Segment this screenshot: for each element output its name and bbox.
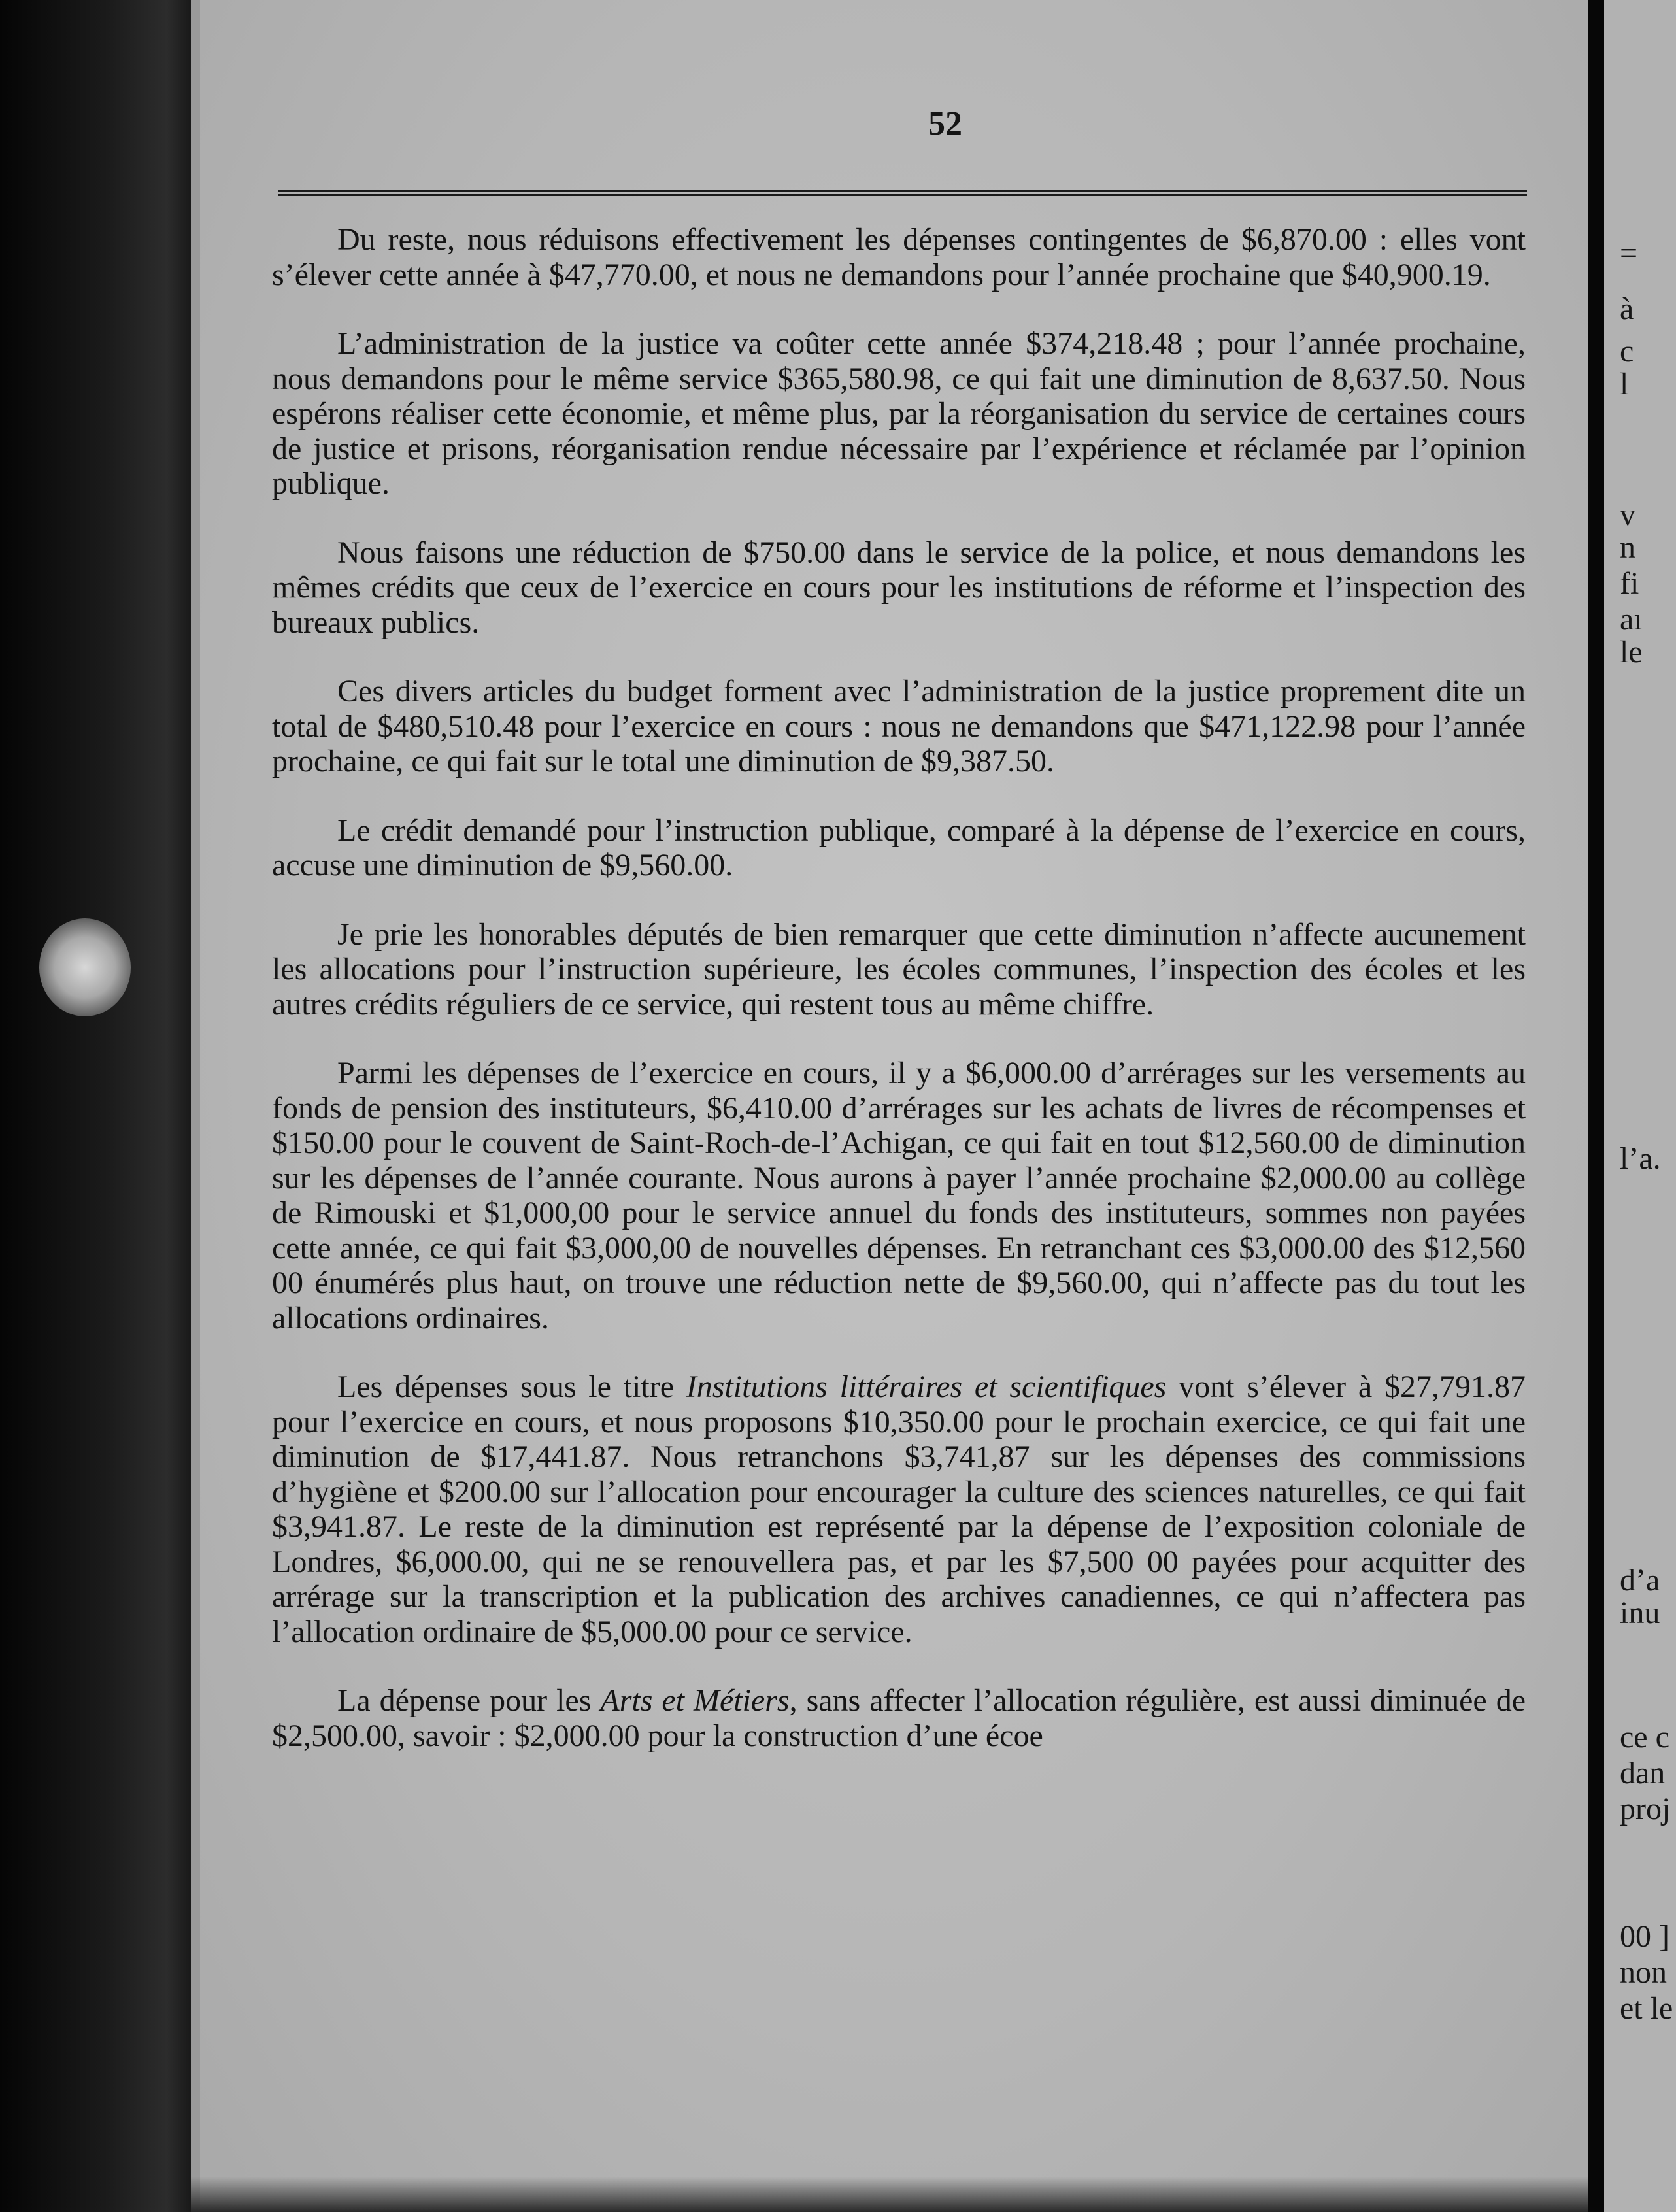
paragraph: Le crédit demandé pour l’instruction publique, comparé à la dépense de l’exercice en cours, accuse une diminution de $9,560.00.	[272, 813, 1526, 882]
document-page	[191, 0, 1588, 2212]
adjacent-page-edge	[1604, 0, 1676, 2212]
paragraph: Je prie les honorables députés de bien remarquer que cette diminution n’affecte aucunement les allocations pour l’instruction supérieure, les écoles communes, l’inspection des écoles et les autres crédits réguliers de ce service, qui restent tous au même chiffre.	[272, 916, 1526, 1022]
book-binding	[0, 0, 196, 2212]
text-run: vont s’élever à $27,791.87 pour l’exercice en cours, et nous proposons $10,350.00 pour le prochain exercice, ce qui fait une diminution de $17,441.87. Nous retranchons $3,741,87 sur les dépenses des commissions d’hygiène et $200.00 sur l’allocation pour encourager la culture des sciences naturelles, ce qui fait $3,941.87. Le reste de la diminution est représenté par la dépense de l’exposition coloniale de Londres, $6,000.00, qui ne se renouvellera pas, et par les $7,500 00 payées pour acquitter des arrérage sur la transcription et la publication des archives canadiennes, ce qui n’affectera pas l’allocation ordinaire de $5,000.00 pour ce service.	[272, 1369, 1526, 1649]
paragraph: Du reste, nous réduisons effectivement les dépenses contingentes de $6,870.00 : elles vont s’élever cette année à $47,770.00, et nous ne demandons pour l’année prochaine que $40,900.19.	[272, 222, 1526, 292]
paragraph: Nous faisons une réduction de $750.00 dans le service de la police, et nous demandons les mêmes crédits que ceux de l’exercice en cours pour les institutions de réforme et l’inspection des bureaux publics.	[272, 535, 1526, 640]
header-rule	[278, 190, 1527, 196]
paper-damage-spot	[39, 918, 131, 1016]
paragraph: L’administration de la justice va coûter cette année $374,218.48 ; pour l’année prochaine, nous demandons pour le même service $365,580.98, ce qui fait une diminution de 8,637.50. Nous espérons réaliser cette économie, et même plus, par la réorganisation du service de certaines cours de justice et prisons, réorganisation rendue nécessaire par l’expérience et réclamée par l’opinion publique.	[272, 326, 1526, 501]
adjacent-text-fragment: fi	[1620, 566, 1639, 601]
adjacent-text-fragment: le	[1620, 635, 1643, 669]
adjacent-text-fragment: 00 ]	[1620, 1919, 1669, 1954]
adjacent-text-fragment: aı	[1620, 602, 1643, 637]
text-run: La dépense pour les	[337, 1683, 601, 1718]
adjacent-text-fragment: dan	[1620, 1756, 1666, 1790]
adjacent-text-fragment: l’a.	[1620, 1141, 1661, 1176]
page-bottom-shadow	[191, 2177, 1588, 2212]
paragraph: Parmi les dépenses de l’exercice en cours, il y a $6,000.00 d’arrérages sur les versements au fonds de pension des instituteurs, $6,410.00 d’arrérages sur les achats de livres de récompenses et $150.00 pour le couvent de Saint-Roch-de-l’Achigan, ce qui fait en tout $12,560.00 de diminution sur les dépenses de l’année courante. Nous aurons à payer l’année prochaine $2,000.00 au collège de Rimouski et $1,000,00 pour le service annuel du fonds des instituteurs, sommes non payées cette année, ce qui fait $3,000,00 de nouvelles dépenses. En retranchant ces $3,000.00 des $12,560 00 énumérés plus haut, on trouve une réduction nette de $9,560.00, qui n’affecte pas du tout les allocations ordinaires.	[272, 1056, 1526, 1335]
paragraph: Ces divers articles du budget forment avec l’administration de la justice proprement dite un total de $480,510.48 pour l’exercice en cours : nous ne demandons que $471,122.98 pour l’année prochaine, ce qui fait sur le total une diminution de $9,387.50.	[272, 674, 1526, 779]
page-gutter	[1588, 0, 1604, 2212]
adjacent-text-fragment: non	[1620, 1955, 1667, 1990]
adjacent-text-fragment: proj	[1620, 1792, 1671, 1826]
italic-title: Arts et Métiers	[600, 1683, 790, 1718]
body-text	[272, 222, 1526, 1787]
adjacent-text-fragment: d’a	[1620, 1563, 1660, 1598]
adjacent-text-fragment: l	[1620, 367, 1629, 401]
adjacent-text-fragment: et le	[1620, 1991, 1673, 2026]
italic-title: Institutions littéraires et scientifiques	[686, 1369, 1167, 1404]
text-run: Les dépenses sous le titre	[337, 1369, 686, 1404]
adjacent-text-fragment: v	[1620, 497, 1635, 532]
text-run: , sans affecter l’allocation régulière, est aussi diminuée de $2,500.00, savoir : $2,000.00 pour la construction d’une écoe	[272, 1683, 1526, 1753]
adjacent-text-fragment: n	[1620, 530, 1635, 565]
adjacent-text-fragment: ce c	[1620, 1720, 1669, 1754]
adjacent-text-fragment: =	[1620, 236, 1638, 271]
paragraph	[272, 1683, 1526, 1753]
paragraph	[272, 1369, 1526, 1649]
adjacent-text-fragment: c	[1620, 334, 1634, 369]
page-number: 52	[928, 105, 962, 142]
adjacent-text-fragment: à	[1620, 292, 1634, 326]
adjacent-text-fragment: inu	[1620, 1596, 1660, 1630]
